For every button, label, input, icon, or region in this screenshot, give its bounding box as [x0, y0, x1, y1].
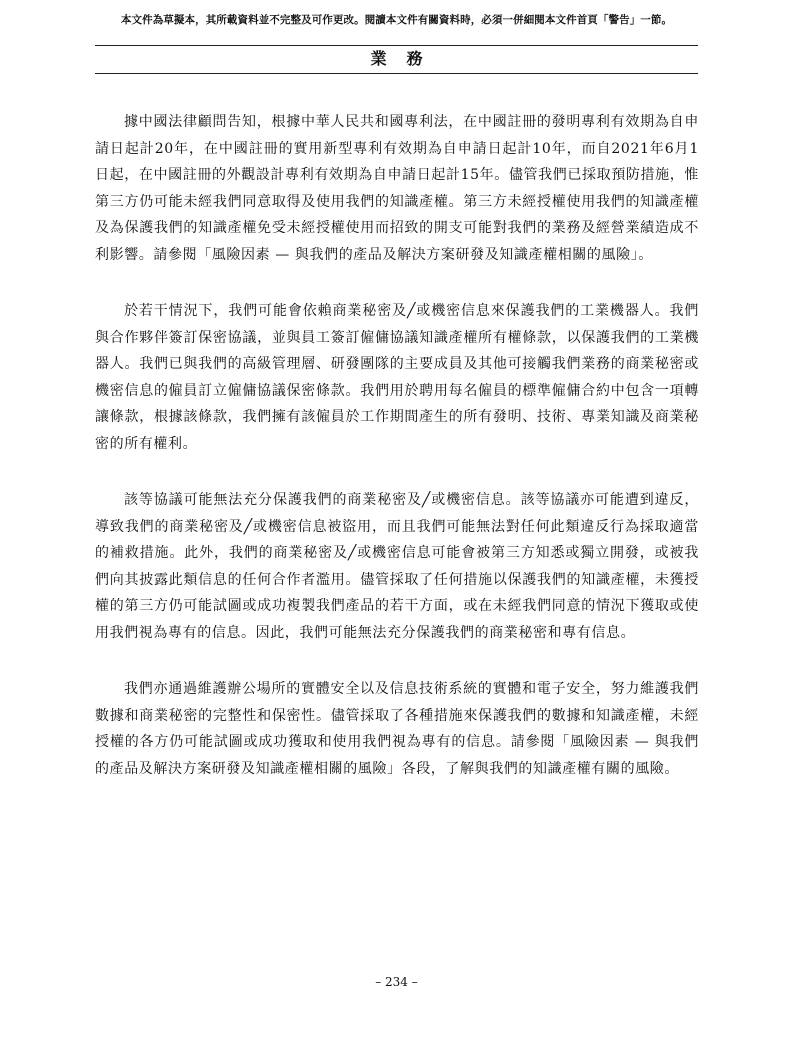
header-rule-top: [95, 45, 698, 46]
draft-disclaimer-header: 本文件為草擬本，其所載資料並不完整及可作更改。閱讀本文件有關資料時，必須一併細閱本文件首頁「警告」一節。: [120, 14, 673, 26]
section-title: 業務: [370, 49, 443, 68]
paragraph-trade-secrets: 於若干情況下，我們可能會依賴商業秘密及╱或機密信息來保護我們的工業機器人。我們與合作夥伴簽訂保密協議，並與員工簽訂僱傭協議知識產權所有權條款，以保護我們的工業機器人。我們已與我們的高級管理層、研發團隊的主要成員及其他可接觸我們業務的商業秘密或機密信息的僱員訂立僱傭協議保密條款。我們用於聘用每名僱員的標準僱傭合約中包含一項轉讓條款，根據該條款，我們擁有該僱員於工作期間產生的所有發明、技術、專業知識及商業秘密的所有權利。: [95, 303, 699, 452]
document-body: [95, 109, 699, 812]
page-number: – 234 –: [375, 975, 418, 989]
paragraph-agreement-risks: 該等協議可能無法充分保護我們的商業秘密及╱或機密信息。該等協議亦可能遭到違反，導致我們的商業秘密及╱或機密信息被盜用，而且我們可能無法對任何此類違反行為採取適當的補救措施。此外，我們的商業秘密及╱或機密信息可能會被第三方知悉或獨立開發，或被我們向其披露此類信息的任何合作者濫用。儘管採取了任何措施以保護我們的知識產權，未獲授權的第三方仍可能試圖或成功複製我們產品的若干方面，或在未經我們同意的情況下獲取或使用我們視為專有的信息。因此，我們可能無法充分保護我們的商業秘密和專有信息。: [95, 492, 699, 641]
paragraph-security-measures: 我們亦通過維護辦公場所的實體安全以及信息技術系統的實體和電子安全，努力維護我們數據和商業秘密的完整性和保密性。儘管採取了各種措施來保護我們的數據和知識產權，未經授權的各方仍可能試圖或成功獲取和使用我們視為專有的信息。請參閱「風險因素 — 與我們的產品及解決方案研發及知識產權相關的風險」各段，了解與我們的知識產權有關的風險。: [95, 681, 699, 777]
paragraph-patent-term: 據中國法律顧問告知，根據中華人民共和國專利法，在中國註冊的發明專利有效期為自申請日起計20年，在中國註冊的實用新型專利有效期為自申請日起計10年，而自2021年6月1日起，在中國註冊的外觀設計專利有效期為自申請日起計15年。儘管我們已採取預防措施，惟第三方仍可能未經我們同意取得及使用我們的知識產權。第三方未經授權使用我們的知識產權及為保護我們的知識產權免受未經授權使用而招致的開支可能對我們的業務及經營業績造成不利影響。請參閱「風險因素 — 與我們的產品及解決方案研發及知識產權相關的風險」。: [95, 114, 699, 263]
header-rule-bottom: [95, 73, 698, 74]
